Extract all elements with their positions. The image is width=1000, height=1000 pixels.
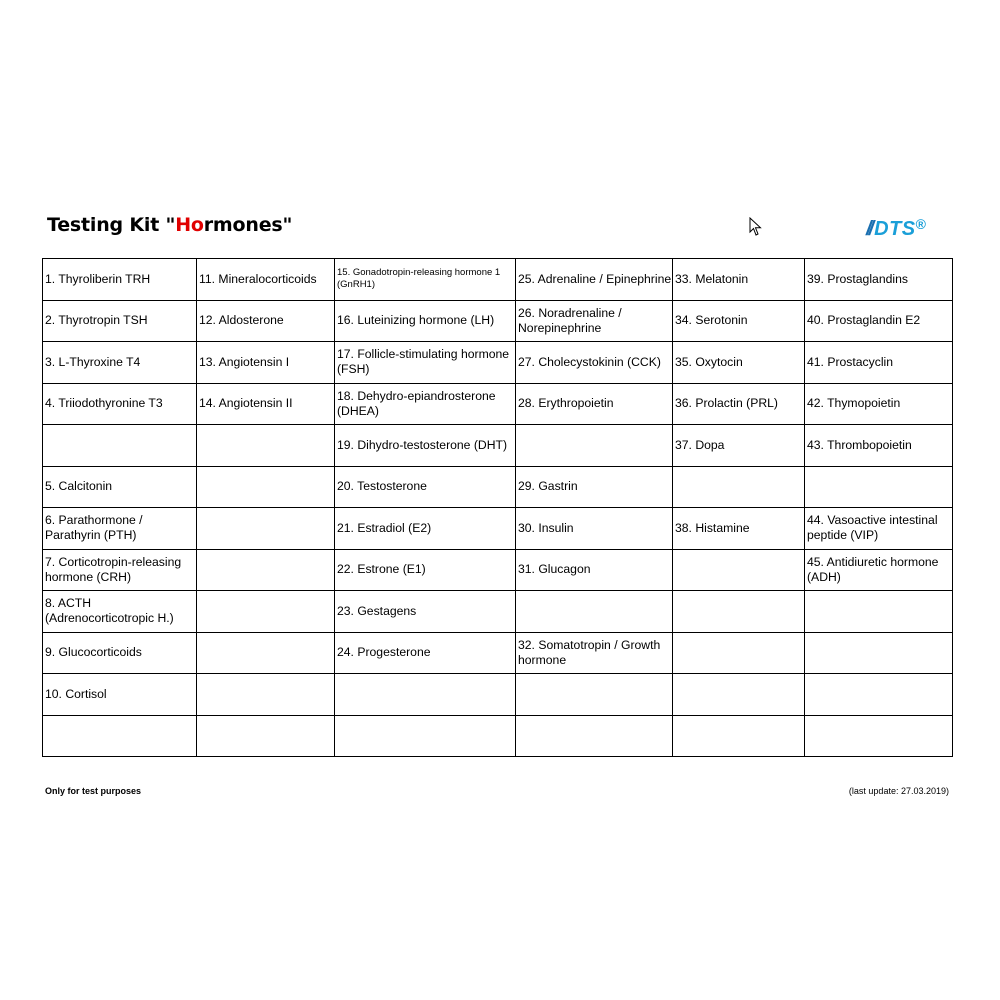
table-cell: 7. Corticotropin-releasing hormone (CRH) (43, 549, 197, 591)
logo-text: DTS (874, 218, 916, 240)
table-cell: 37. Dopa (673, 425, 805, 467)
table-cell (516, 591, 673, 633)
table-cell: 15. Gonadotropin-releasing hormone 1 (GnRH1) (335, 259, 516, 301)
table-cell: 13. Angiotensin I (197, 342, 335, 384)
table-cell: 33. Melatonin (673, 259, 805, 301)
table-cell: 17. Follicle-stimulating hormone (FSH) (335, 342, 516, 384)
table-cell: 18. Dehydro-epiandrosterone (DHEA) (335, 383, 516, 425)
table-cell (197, 425, 335, 467)
table-cell (673, 674, 805, 716)
table-cell: 41. Prostacyclin (805, 342, 953, 384)
table-cell (197, 508, 335, 550)
table-cell (673, 549, 805, 591)
table-cell (805, 466, 953, 508)
table-cell (805, 715, 953, 757)
table-cell: 5. Calcitonin (43, 466, 197, 508)
table-row (43, 466, 953, 508)
table-cell (805, 674, 953, 716)
footer-update-date: (last update: 27.03.2019) (848, 786, 949, 796)
table-cell (197, 715, 335, 757)
table-cell: 6. Parathormone / Parathyrin (PTH) (43, 508, 197, 550)
table-cell (197, 466, 335, 508)
table-cell (197, 632, 335, 674)
mouse-pointer-icon (749, 217, 762, 237)
table-cell: 19. Dihydro-testosterone (DHT) (335, 425, 516, 467)
footer-note: Only for test purposes (45, 786, 142, 796)
table-cell: 20. Testosterone (335, 466, 516, 508)
table-cell: 11. Mineralocorticoids (197, 259, 335, 301)
dts-logo (866, 218, 926, 241)
table-row (43, 383, 953, 425)
table-cell: 22. Estrone (E1) (335, 549, 516, 591)
table-cell: 24. Progesterone (335, 632, 516, 674)
table-cell: 30. Insulin (516, 508, 673, 550)
table-cell (43, 425, 197, 467)
table-cell: 34. Serotonin (673, 300, 805, 342)
table-cell: 25. Adrenaline / Epinephrine (516, 259, 673, 301)
table-row (43, 425, 953, 467)
title-suffix: rmones" (203, 214, 293, 236)
table-cell: 23. Gestagens (335, 591, 516, 633)
table-cell: 31. Glucagon (516, 549, 673, 591)
table-row (43, 342, 953, 384)
table-cell: 44. Vasoactive intestinal peptide (VIP) (805, 508, 953, 550)
table-cell: 39. Prostaglandins (805, 259, 953, 301)
table-cell (43, 715, 197, 757)
table-cell: 21. Estradiol (E2) (335, 508, 516, 550)
table-cell: 36. Prolactin (PRL) (673, 383, 805, 425)
table-row (43, 715, 953, 757)
registered-mark: ® (915, 216, 927, 232)
table-cell (673, 715, 805, 757)
table-cell (197, 591, 335, 633)
table-row (43, 300, 953, 342)
table-cell: 12. Aldosterone (197, 300, 335, 342)
table-cell: 42. Thymopoietin (805, 383, 953, 425)
table-cell: 43. Thrombopoietin (805, 425, 953, 467)
table-cell: 38. Histamine (673, 508, 805, 550)
title-highlight: Ho (175, 214, 204, 236)
table-row (43, 508, 953, 550)
table-cell (673, 591, 805, 633)
table-cell (673, 632, 805, 674)
table-cell: 8. ACTH (Adrenocorticotropic H.) (43, 591, 197, 633)
logo-bars-icon: // (866, 218, 872, 240)
table-cell: 29. Gastrin (516, 466, 673, 508)
table-cell: 16. Luteinizing hormone (LH) (335, 300, 516, 342)
table-cell: 3. L-Thyroxine T4 (43, 342, 197, 384)
table-cell: 27. Cholecystokinin (CCK) (516, 342, 673, 384)
table-cell: 28. Erythropoietin (516, 383, 673, 425)
page-title (47, 214, 292, 236)
table-cell (516, 425, 673, 467)
table-cell (516, 674, 673, 716)
table-cell (516, 715, 673, 757)
table-cell (673, 466, 805, 508)
table-cell: 14. Angiotensin II (197, 383, 335, 425)
table-cell: 9. Glucocorticoids (43, 632, 197, 674)
table-cell: 2. Thyrotropin TSH (43, 300, 197, 342)
table-cell (197, 674, 335, 716)
table-cell (335, 674, 516, 716)
table-cell: 32. Somatotropin / Growth hormone (516, 632, 673, 674)
table-cell (197, 549, 335, 591)
table-row (43, 549, 953, 591)
table-cell: 4. Triiodothyronine T3 (43, 383, 197, 425)
hormones-table (42, 258, 953, 757)
table-cell: 1. Thyroliberin TRH (43, 259, 197, 301)
table-row (43, 259, 953, 301)
table-row (43, 674, 953, 716)
table-cell: 40. Prostaglandin E2 (805, 300, 953, 342)
table-cell: 26. Noradrenaline / Norepinephrine (516, 300, 673, 342)
title-prefix: Testing Kit " (47, 214, 176, 236)
table-cell (805, 632, 953, 674)
table-cell: 45. Antidiuretic hormone (ADH) (805, 549, 953, 591)
table-row (43, 591, 953, 633)
table-row (43, 632, 953, 674)
table-cell: 35. Oxytocin (673, 342, 805, 384)
table-cell: 10. Cortisol (43, 674, 197, 716)
table-cell (805, 591, 953, 633)
table-cell (335, 715, 516, 757)
